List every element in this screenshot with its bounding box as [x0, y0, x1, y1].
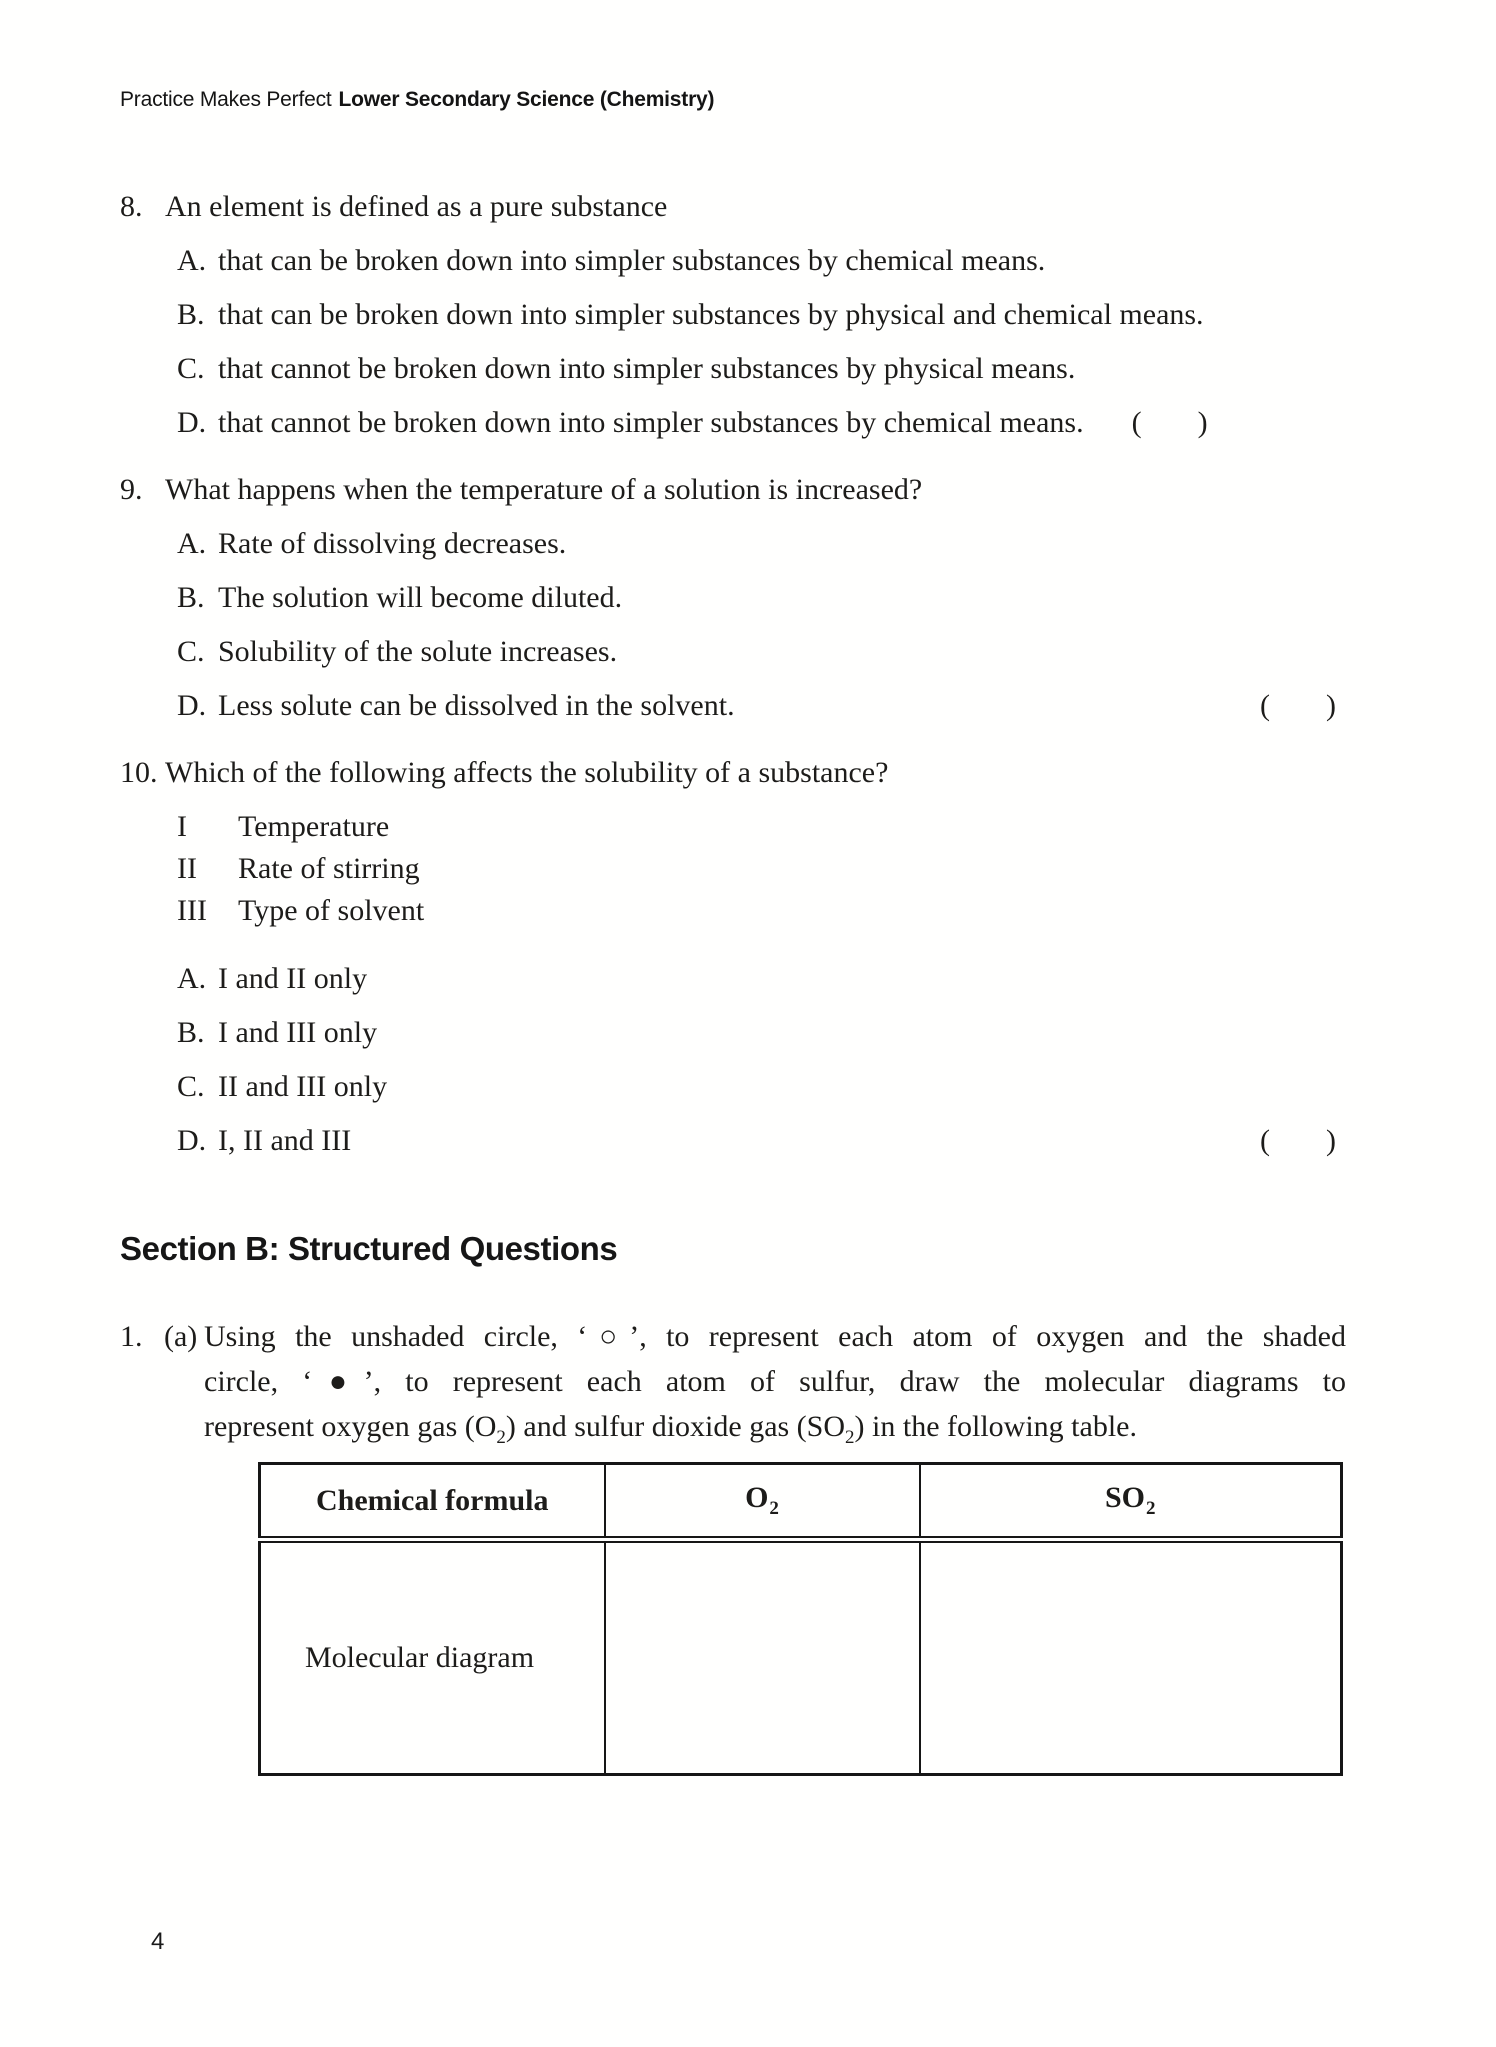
option-text: that cannot be broken down into simpler substances by physical means.: [218, 352, 1076, 385]
option-letter: B.: [177, 1016, 205, 1049]
roman-numeral: II: [177, 852, 197, 885]
question-9-stem: [120, 473, 1346, 507]
so2-subscript: 2: [845, 1427, 855, 1448]
col-header-so2: [920, 1464, 1342, 1540]
formula-base: O: [745, 1481, 769, 1514]
question-number: 9.: [120, 473, 143, 506]
option-text: I and III only: [218, 1016, 378, 1049]
option-letter: A.: [177, 962, 207, 995]
molecular-diagram-table: [258, 1462, 1343, 1776]
row-label-molecular-diagram: Molecular diagram: [260, 1540, 605, 1775]
answer-bracket-q9: [1260, 689, 1336, 723]
question-text: Which of the following affects the solubility of a substance?: [165, 756, 889, 789]
option-letter: A.: [177, 244, 207, 277]
question-1a-paragraph: [204, 1314, 1346, 1449]
structured-question-1a: [120, 1314, 1346, 1449]
question-number: 1.: [120, 1320, 143, 1353]
question-10-stem: [120, 756, 1346, 790]
option-letter: D.: [177, 406, 207, 439]
statement-text: Rate of stirring: [238, 852, 420, 885]
statement-i: [120, 810, 1346, 844]
running-header: [120, 88, 1346, 112]
option-letter: D.: [177, 689, 207, 722]
bracket-open: (: [1260, 1124, 1270, 1157]
option-10d: [120, 1124, 1346, 1158]
answer-bracket-q8: [1132, 406, 1208, 440]
option-text: I, II and III: [218, 1124, 352, 1157]
option-text: Less solute can be dissolved in the solvent.: [218, 689, 735, 722]
option-8c: [120, 352, 1346, 386]
table-body-row: [260, 1540, 1342, 1775]
option-text: that can be broken down into simpler substances by physical and chemical means.: [218, 298, 1204, 331]
option-9b: [120, 581, 1346, 615]
formula-subscript: 2: [1146, 1498, 1156, 1519]
option-9a: [120, 527, 1346, 561]
so2-diagram-cell: [920, 1540, 1342, 1775]
part-label: (a): [164, 1320, 198, 1353]
bracket-open: (: [1131, 406, 1142, 439]
line3-text: ) in the following table.: [854, 1410, 1137, 1443]
statement-text: Temperature: [238, 810, 390, 843]
bracket-open: (: [1260, 689, 1270, 722]
option-10a: [120, 962, 1346, 996]
option-8d: [120, 406, 1346, 440]
question-9: [120, 473, 1346, 723]
line3-text: represent oxygen gas (O: [204, 1410, 497, 1443]
question-text: An element is defined as a pure substance: [165, 190, 668, 223]
header-series-title: Practice Makes Perfect: [120, 88, 332, 111]
table-header-row: [260, 1464, 1342, 1540]
paragraph-line-1: Using the unshaded circle, ‘○’, to represent each atom of oxygen and the shaded: [204, 1320, 1346, 1353]
option-letter: C.: [177, 635, 205, 668]
question-number: 10.: [120, 756, 158, 789]
option-10c: [120, 1070, 1346, 1104]
option-letter: B.: [177, 581, 205, 614]
question-number: 8.: [120, 190, 143, 223]
bracket-close: ): [1326, 1124, 1336, 1157]
section-b-heading: Section B: Structured Questions: [120, 1230, 618, 1267]
roman-numeral: III: [177, 894, 207, 927]
statement-ii: [120, 852, 1346, 886]
option-letter: B.: [177, 298, 205, 331]
header-book-title: Lower Secondary Science (Chemistry): [338, 88, 715, 111]
option-letter: C.: [177, 352, 205, 385]
bracket-close: ): [1326, 689, 1336, 722]
paragraph-line-3: [204, 1404, 1346, 1449]
option-8b: [120, 298, 1346, 332]
formula-subscript: 2: [769, 1498, 779, 1519]
option-text: Solubility of the solute increases.: [218, 635, 618, 668]
option-text: that cannot be broken down into simpler substances by chemical means.: [218, 406, 1084, 439]
o2-diagram-cell: [605, 1540, 920, 1775]
page-number: 4: [151, 1928, 165, 1955]
option-9d: [120, 689, 1346, 723]
question-10: [120, 756, 1346, 1158]
line3-text: ) and sulfur dioxide gas (SO: [505, 1410, 846, 1443]
option-text: I and II only: [218, 962, 368, 995]
bracket-close: ): [1197, 406, 1208, 439]
question-text: What happens when the temperature of a solution is increased?: [165, 473, 923, 506]
option-letter: A.: [177, 527, 207, 560]
option-letter: D.: [177, 1124, 207, 1157]
option-text: The solution will become diluted.: [218, 581, 623, 614]
col-header-chemical-formula: Chemical formula: [260, 1464, 605, 1540]
question-8: [120, 190, 1346, 440]
formula-base: SO: [1104, 1481, 1146, 1514]
o2-subscript: 2: [496, 1427, 506, 1448]
statement-iii: [120, 894, 1346, 928]
option-text: that can be broken down into simpler substances by chemical means.: [218, 244, 1046, 277]
paragraph-line-2: circle, ‘●’, to represent each atom of sulfur, draw the molecular diagrams to: [204, 1365, 1346, 1398]
statement-text: Type of solvent: [238, 894, 425, 927]
question-8-stem: [120, 190, 1346, 224]
option-8a: [120, 244, 1346, 278]
option-letter: C.: [177, 1070, 205, 1103]
col-header-o2: [605, 1464, 920, 1540]
roman-numeral: I: [177, 810, 187, 843]
option-9c: [120, 635, 1346, 669]
option-text: II and III only: [218, 1070, 388, 1103]
option-10b: [120, 1016, 1346, 1050]
option-text: Rate of dissolving decreases.: [218, 527, 567, 560]
answer-bracket-q10: [1260, 1124, 1336, 1158]
